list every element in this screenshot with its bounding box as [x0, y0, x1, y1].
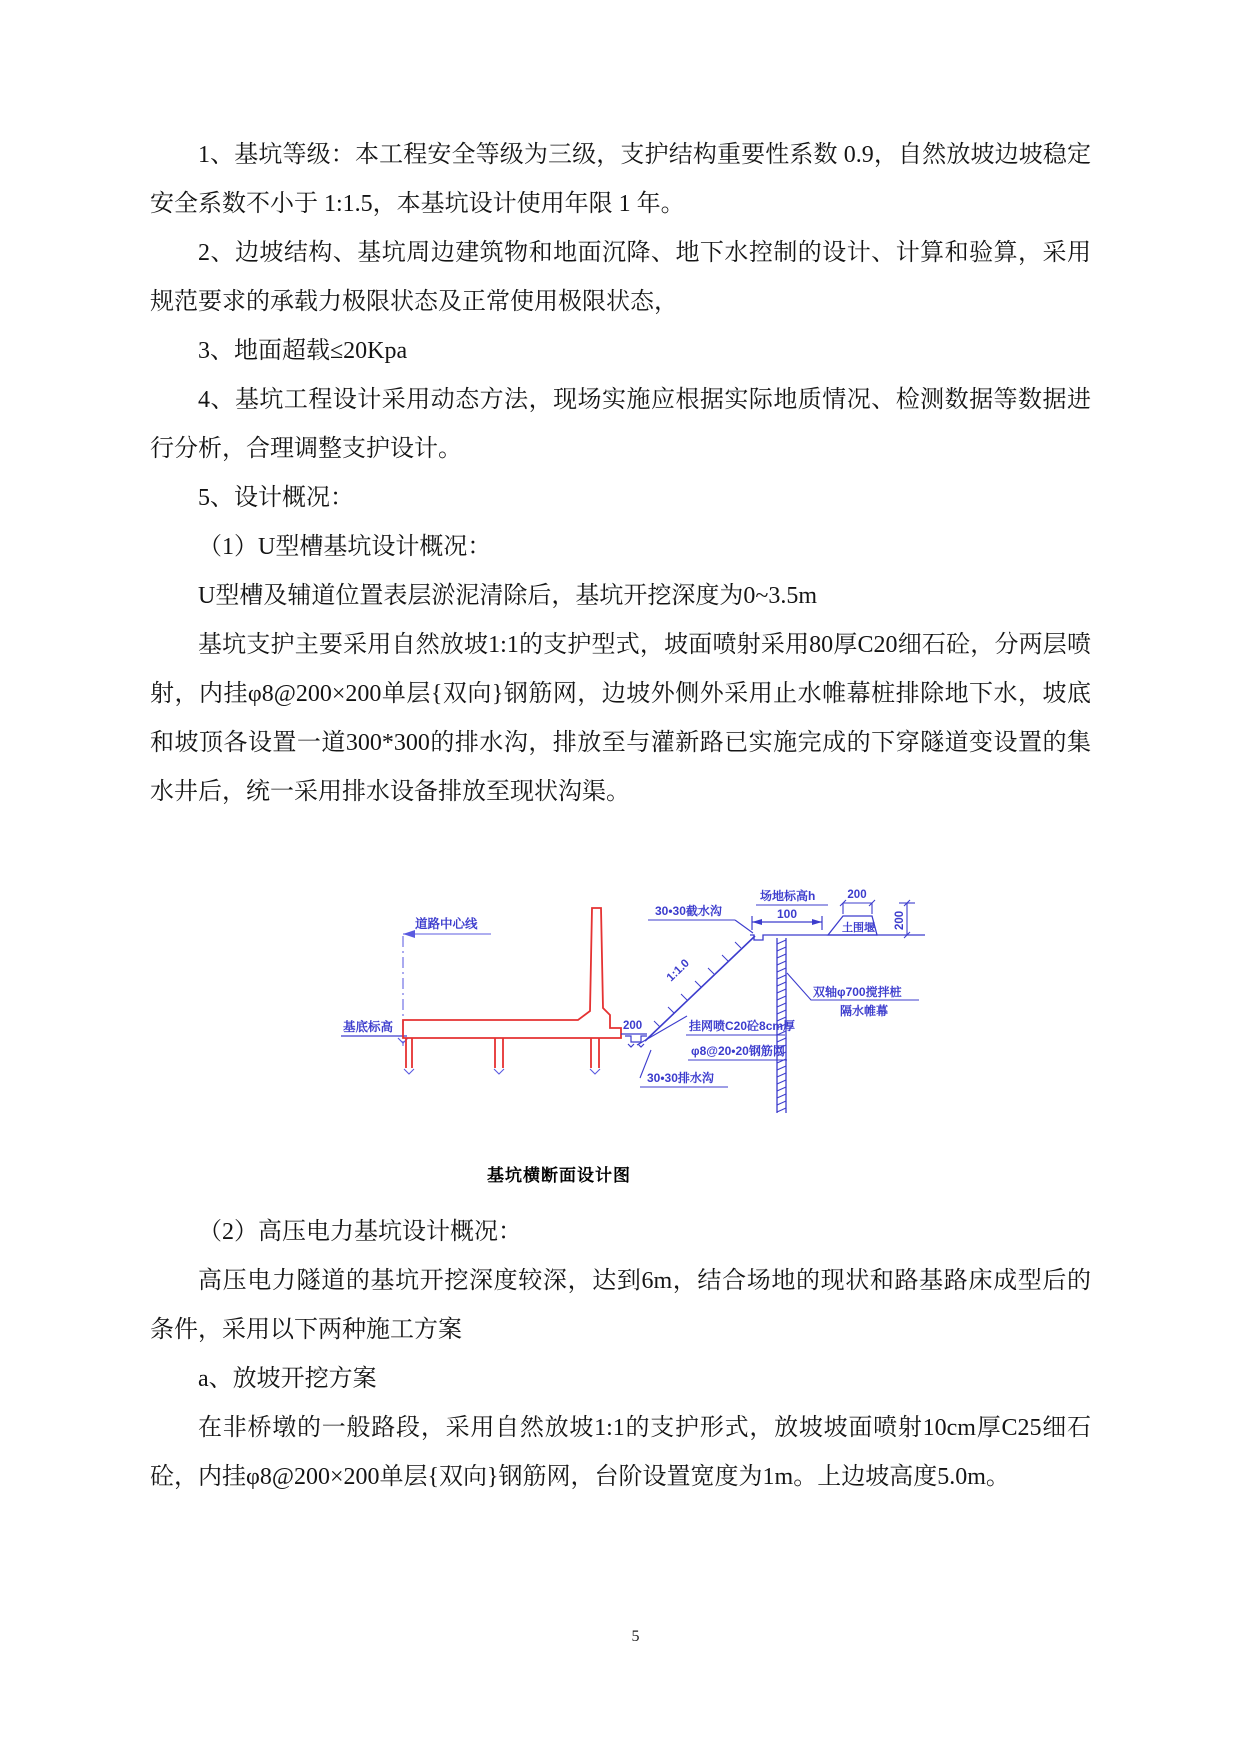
page-number: 5	[631, 1628, 640, 1645]
shotcrete-label: 挂网喷C20砼8cm厚	[689, 1019, 796, 1033]
drain-ditch-label: 30•30排水沟	[647, 1071, 714, 1085]
figure-caption: 基坑横断面设计图	[487, 1166, 631, 1185]
crest-ditch	[750, 935, 925, 940]
paragraph: 高压电力隧道的基坑开挖深度较深，达到6m，结合场地的现状和路基路床成型后的条件，采用以下两种施工方案	[150, 1268, 1091, 1343]
paragraph: 基坑支护主要采用自然放坡1:1的支护型式，坡面喷射采用80厚C20细石砼，分两层喷射，内挂φ8@200×200单层{双向}钢筋网，边坡外侧外采用止水帷幕桩排除地下水，坡底和坡顶各设置一道300*300的排水沟，排放至与灌新路已实施完成的下穿隧道变设置的集水井后，统一采用排水设备排放至现状沟渠。	[150, 632, 1091, 805]
body-text-upper	[150, 131, 1091, 817]
paragraph: 5、设计概况：	[198, 485, 354, 511]
road-centerline-label: 道路中心线	[415, 917, 478, 931]
paragraph: a、放坡开挖方案	[198, 1366, 377, 1392]
dam-top-dim: 200	[847, 889, 867, 901]
earth-dam-label: 土围堰	[842, 922, 875, 934]
paragraph: 在非桥墩的一般路段，采用自然放坡1:1的支护形式，放坡坡面喷射10cm厚C25细石砼，内挂φ8@200×200单层{双向}钢筋网，台阶设置宽度为1m。上边坡高度5.0m。	[150, 1415, 1091, 1490]
body-text-lower	[150, 1208, 1091, 1502]
slope-hatch-ticks	[654, 942, 741, 1027]
slab-edge-dim: 200	[623, 1020, 643, 1032]
slope-ratio-label: 1:1.0	[664, 957, 692, 985]
centerline-arrow	[403, 930, 415, 938]
road-centerline-group	[403, 934, 491, 1046]
dam-top-dim-line	[840, 900, 875, 914]
u-trough-structure	[403, 908, 621, 1068]
base-level-label: 基底标高	[343, 1020, 394, 1034]
pile-label-line2: 隔水帷幕	[840, 1004, 889, 1018]
site-level-label: 场地标高h	[760, 889, 816, 903]
intercept-ditch-label: 30•30截水沟	[655, 904, 722, 918]
dam-height-dim-label: 200	[894, 910, 906, 930]
cross-section-diagram	[295, 878, 935, 1128]
intercept-ditch-leader	[648, 920, 753, 933]
rebar-mesh-label: φ8@20•20钢筋网	[691, 1044, 785, 1058]
paragraph: 2、边坡结构、基坑周边建筑物和地面沉降、地下水控制的设计、计算和验算，采用规范要求的承载力极限状态及正常使用极限状态，	[150, 240, 1091, 315]
pile-label-line1: 双轴φ700搅拌桩	[813, 985, 902, 999]
paragraph: 4、基坑工程设计采用动态方法，现场实施应根据实际地质情况、检测数据等数据进行分析，合理调整支护设计。	[150, 387, 1091, 462]
pile-tip-arrows	[404, 1069, 600, 1074]
paragraph: 1、基坑等级：本工程安全等级为三级，支护结构重要性系数 0.9，自然放坡边坡稳定安全系数不小于 1:1.5，本基坑设计使用年限 1 年。	[150, 142, 1091, 217]
paragraph: 3、地面超载≤20Kpa	[198, 338, 408, 364]
toe-ditch	[621, 1034, 647, 1047]
dim-100-label: 100	[776, 907, 798, 921]
paragraph: （1）U型槽基坑设计概况：	[198, 534, 492, 560]
paragraph: （2）高压电力基坑设计概况：	[198, 1219, 522, 1245]
shotcrete-leader	[637, 1016, 687, 1045]
paragraph: U型槽及辅道位置表层淤泥清除后，基坑开挖深度为0~3.5m	[198, 583, 817, 609]
